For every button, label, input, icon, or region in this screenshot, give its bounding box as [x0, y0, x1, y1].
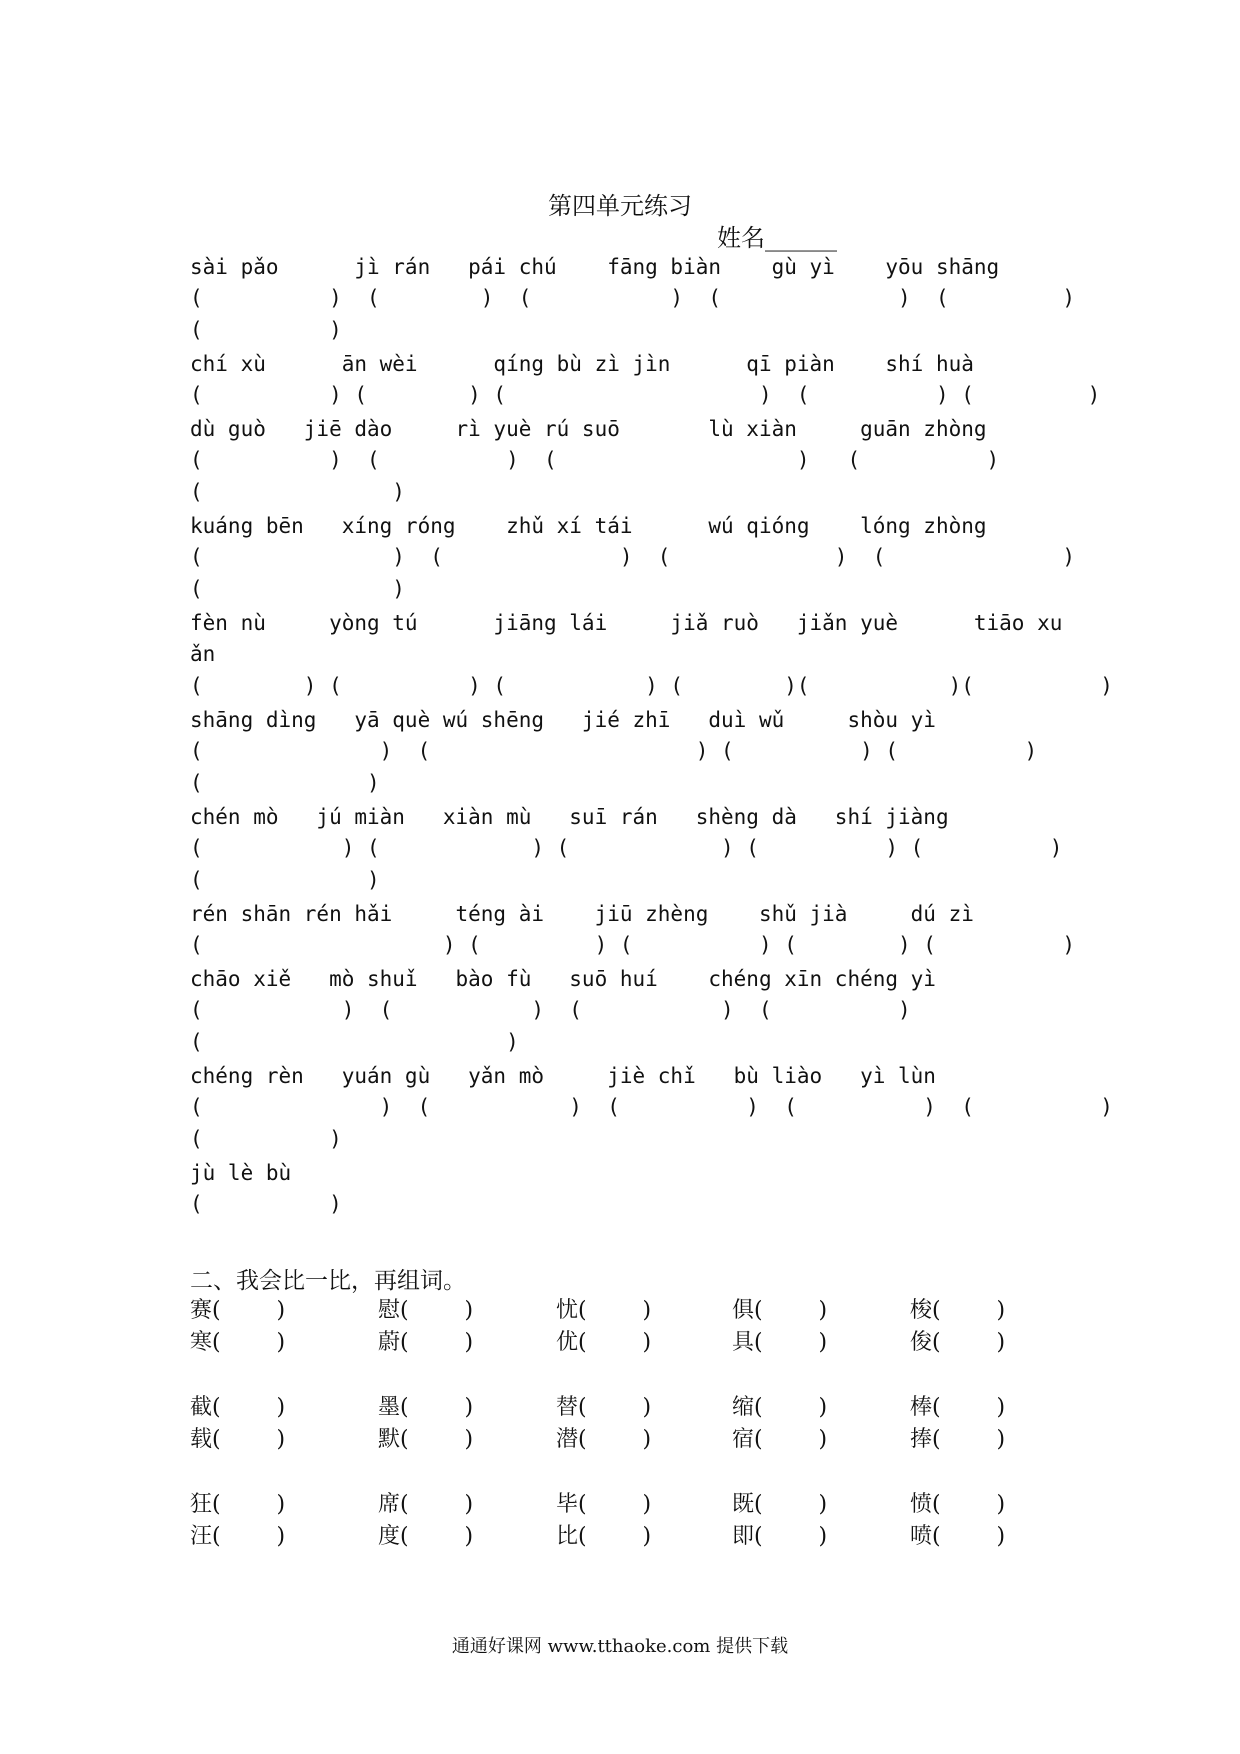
answer-bracket-line[interactable]: ( ) ( ) ( ) ( ) ( )	[190, 836, 1063, 860]
answer-bracket-line[interactable]: ( )	[190, 1030, 519, 1054]
answer-bracket-line[interactable]: ( ) ( ) ( ) ( )	[190, 448, 1000, 472]
compare-char: 俱	[732, 1298, 755, 1323]
answer-bracket-line[interactable]: ( )	[190, 480, 405, 504]
answer-bracket[interactable]: ( )	[754, 1492, 828, 1517]
answer-bracket[interactable]: ( )	[212, 1330, 286, 1355]
compare-char: 比	[556, 1524, 579, 1549]
pinyin-line: fèn nù yòng tú jiāng lái jiǎ ruò jiǎn yuè tiāo xu	[190, 611, 1063, 635]
compare-item[interactable]	[556, 1487, 651, 1518]
compare-item[interactable]	[378, 1487, 473, 1518]
compare-item[interactable]	[190, 1293, 285, 1324]
section-two-heading: 二、我会比一比，再组词。	[190, 1268, 466, 1294]
compare-char: 宿	[732, 1427, 755, 1452]
compare-item[interactable]	[732, 1422, 827, 1453]
compare-char: 棒	[910, 1395, 933, 1420]
answer-bracket-line[interactable]: ( )	[190, 318, 342, 342]
name-field-label: 姓名______	[717, 224, 837, 252]
pinyin-line: chí xù ān wèi qíng bù zì jìn qī piàn shí huà	[190, 352, 974, 376]
answer-bracket-line[interactable]: ( ) ( ) ( ) ( ) ( )	[190, 933, 1076, 957]
answer-bracket-line[interactable]: ( )	[190, 577, 405, 601]
compare-item[interactable]	[378, 1293, 473, 1324]
compare-item[interactable]	[190, 1390, 285, 1421]
answer-bracket[interactable]: ( )	[754, 1395, 828, 1420]
compare-item[interactable]	[556, 1519, 651, 1550]
answer-bracket-line[interactable]: ( )	[190, 868, 380, 892]
compare-char: 忧	[556, 1298, 579, 1323]
pinyin-line: rén shān rén hǎi téng ài jiū zhèng shǔ jià dú zì	[190, 902, 974, 926]
answer-bracket[interactable]: ( )	[212, 1427, 286, 1452]
answer-bracket[interactable]: ( )	[400, 1492, 474, 1517]
answer-bracket[interactable]: ( )	[400, 1427, 474, 1452]
answer-bracket[interactable]: ( )	[932, 1427, 1006, 1452]
compare-char: 席	[378, 1492, 401, 1517]
compare-item[interactable]	[190, 1422, 285, 1453]
answer-bracket[interactable]: ( )	[400, 1298, 474, 1323]
pinyin-line: jù lè bù	[190, 1161, 292, 1185]
compare-char: 赛	[190, 1298, 213, 1323]
answer-bracket[interactable]: ( )	[400, 1330, 474, 1355]
answer-bracket-line[interactable]: ( ) ( ) ( ) ( )( )( )	[190, 674, 1113, 698]
compare-item[interactable]	[190, 1519, 285, 1550]
answer-bracket[interactable]: ( )	[754, 1524, 828, 1549]
compare-item[interactable]	[732, 1390, 827, 1421]
answer-bracket[interactable]: ( )	[754, 1330, 828, 1355]
answer-bracket[interactable]: ( )	[578, 1330, 652, 1355]
compare-char: 具	[732, 1330, 755, 1355]
compare-item[interactable]	[556, 1422, 651, 1453]
compare-item[interactable]	[556, 1390, 651, 1421]
answer-bracket[interactable]: ( )	[578, 1427, 652, 1452]
compare-item[interactable]	[378, 1422, 473, 1453]
answer-bracket[interactable]: ( )	[932, 1524, 1006, 1549]
compare-char: 毕	[556, 1492, 579, 1517]
compare-char: 慰	[378, 1298, 401, 1323]
answer-bracket[interactable]: ( )	[578, 1524, 652, 1549]
answer-bracket[interactable]: ( )	[212, 1524, 286, 1549]
compare-char: 墨	[378, 1395, 401, 1420]
answer-bracket[interactable]: ( )	[212, 1395, 286, 1420]
answer-bracket-line[interactable]: ( ) ( ) ( ) ( ) ( )	[190, 286, 1076, 310]
compare-char: 优	[556, 1330, 579, 1355]
answer-bracket-line[interactable]: ( ) ( ) ( ) ( ) ( )	[190, 1095, 1113, 1119]
pinyin-line: chéng rèn yuán gù yǎn mò jiè chǐ bù liào yì lùn	[190, 1064, 936, 1088]
compare-item[interactable]	[910, 1422, 1005, 1453]
compare-char: 汪	[190, 1524, 213, 1549]
compare-item[interactable]	[910, 1487, 1005, 1518]
compare-item[interactable]	[910, 1519, 1005, 1550]
compare-item[interactable]	[910, 1325, 1005, 1356]
compare-char: 狂	[190, 1492, 213, 1517]
compare-char: 蔚	[378, 1330, 401, 1355]
pinyin-line: kuáng bēn xíng róng zhǔ xí tái wú qióng lóng zhòng	[190, 514, 987, 538]
answer-bracket[interactable]: ( )	[400, 1524, 474, 1549]
answer-bracket[interactable]: ( )	[212, 1492, 286, 1517]
compare-char: 载	[190, 1427, 213, 1452]
compare-item[interactable]	[910, 1390, 1005, 1421]
compare-char: 替	[556, 1395, 579, 1420]
pinyin-line: sài pǎo jì rán pái chú fāng biàn gù yì yōu shāng	[190, 255, 1000, 279]
compare-char: 即	[732, 1524, 755, 1549]
answer-bracket-line[interactable]: ( )	[190, 771, 380, 795]
compare-item[interactable]	[910, 1293, 1005, 1324]
compare-item[interactable]	[556, 1325, 651, 1356]
compare-item[interactable]	[556, 1293, 651, 1324]
compare-item[interactable]	[190, 1487, 285, 1518]
answer-bracket-line[interactable]: ( )	[190, 1192, 342, 1216]
compare-char: 梭	[910, 1298, 933, 1323]
answer-bracket[interactable]: ( )	[932, 1330, 1006, 1355]
compare-char: 缩	[732, 1395, 755, 1420]
compare-char: 潜	[556, 1427, 579, 1452]
answer-bracket[interactable]: ( )	[578, 1298, 652, 1323]
answer-bracket-line[interactable]: ( )	[190, 1127, 342, 1151]
answer-bracket[interactable]: ( )	[754, 1298, 828, 1323]
answer-bracket[interactable]: ( )	[212, 1298, 286, 1323]
compare-item[interactable]	[378, 1519, 473, 1550]
compare-item[interactable]	[732, 1519, 827, 1550]
pinyin-line: ǎn	[190, 642, 216, 666]
compare-char: 寒	[190, 1330, 213, 1355]
compare-item[interactable]	[732, 1325, 827, 1356]
compare-char: 愤	[910, 1492, 933, 1517]
answer-bracket[interactable]: ( )	[754, 1427, 828, 1452]
pinyin-line: chāo xiě mò shuǐ bào fù suō huí chéng xīn chéng yì	[190, 967, 936, 991]
compare-char: 既	[732, 1492, 755, 1517]
compare-char: 俊	[910, 1330, 933, 1355]
answer-bracket[interactable]: ( )	[578, 1395, 652, 1420]
pinyin-line: dù guò jiē dào rì yuè rú suō lù xiàn guān zhòng	[190, 417, 987, 441]
compare-char: 默	[378, 1427, 401, 1452]
pinyin-line: shāng dìng yā què wú shēng jié zhī duì wǔ shòu yì	[190, 708, 936, 732]
answer-bracket[interactable]: ( )	[932, 1395, 1006, 1420]
footer-credit: 通通好课网 www.tthaoke.com 提供下载	[451, 1636, 789, 1657]
answer-bracket[interactable]: ( )	[932, 1492, 1006, 1517]
compare-item[interactable]	[378, 1325, 473, 1356]
answer-bracket-line[interactable]: ( ) ( ) ( ) ( )	[190, 739, 1038, 763]
answer-bracket-line[interactable]: ( ) ( ) ( ) ( )	[190, 998, 911, 1022]
pinyin-line: chén mò jú miàn xiàn mù suī rán shèng dà shí jiàng	[190, 805, 949, 829]
answer-bracket[interactable]: ( )	[932, 1298, 1006, 1323]
compare-char: 捧	[910, 1427, 933, 1452]
compare-char: 截	[190, 1395, 213, 1420]
page-title: 第四单元练习	[548, 192, 692, 220]
answer-bracket-line[interactable]: ( ) ( ) ( ) ( ) ( )	[190, 383, 1101, 407]
answer-bracket[interactable]: ( )	[578, 1492, 652, 1517]
compare-item[interactable]	[378, 1390, 473, 1421]
answer-bracket-line[interactable]: ( ) ( ) ( ) ( )	[190, 545, 1076, 569]
compare-item[interactable]	[732, 1487, 827, 1518]
compare-char: 喷	[910, 1524, 933, 1549]
compare-item[interactable]	[732, 1293, 827, 1324]
answer-bracket[interactable]: ( )	[400, 1395, 474, 1420]
compare-char: 度	[378, 1524, 401, 1549]
compare-item[interactable]	[190, 1325, 285, 1356]
